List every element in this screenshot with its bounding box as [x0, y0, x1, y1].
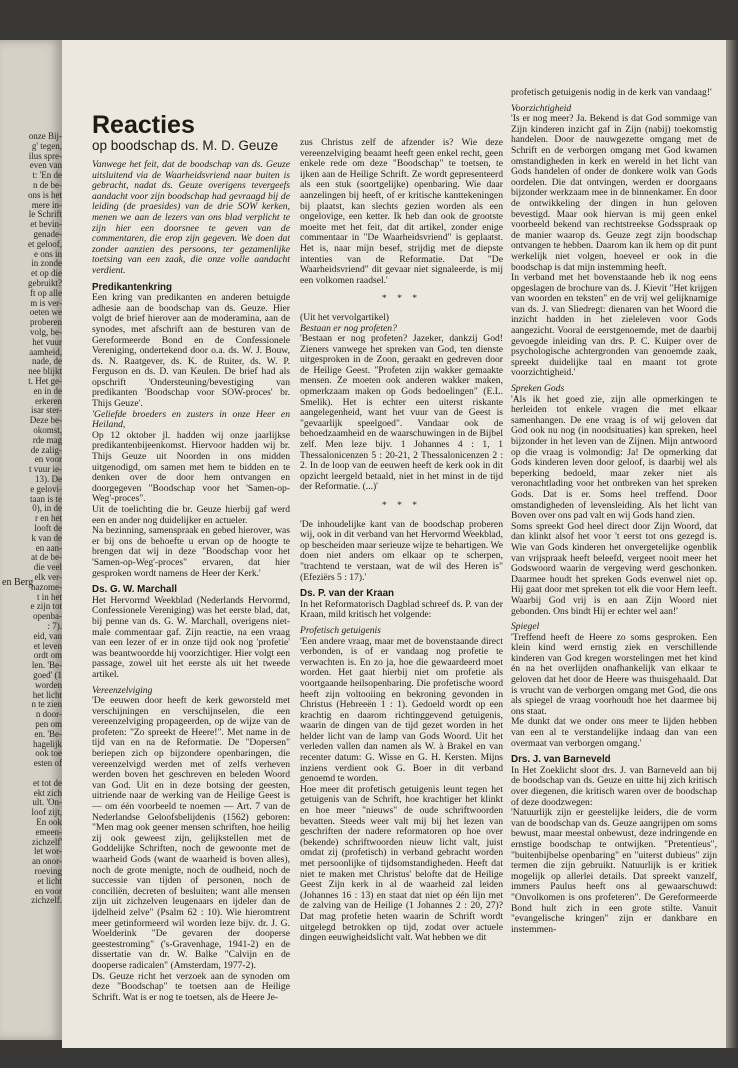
article-intro: Vanwege het feit, dat de boodschap van ds. Geuze uitsluitend via de Waarheidsvriend naar buiten is gebracht, nadat ds. Geuze overigens tevergeefs aandacht voor zijn boodschap had gevraagd bij de leiding (de praesides) van de drie SOW kerken, menen we aan de lezers van ons blad verplicht te zijn hier een doorsnee te geven van de commentaren, die erop zijn gegeven. We doen dat zonder aanzien des persoons, ter gezamenlijke toetsing van een zaak, die onze volle aandacht verdient.: [92, 159, 290, 276]
previous-page-line: 0), in de: [32, 503, 62, 514]
previous-page-line: nazome-: [31, 581, 62, 592]
previous-page-line: n door-: [35, 709, 62, 720]
previous-page-line: ons is het: [27, 189, 62, 200]
previous-page-line: n de be-: [33, 180, 62, 190]
paragraph: In het Reformatorisch Dagblad schreef ds. P. van der Kraan, mild kritisch het volgende:: [300, 598, 503, 621]
previous-page-line: ekt zich: [33, 787, 62, 798]
paragraph: Na bezinning, samenspraak en gebed hierover, was er bij ons de behoefte u ervan op de hoogte te brengen dat wij in deze "Boodschap voor het 'Samen-op-Weg'-proces" ervaren, dat hier gesproken wordt namens de Heer der Kerk.': [92, 525, 290, 579]
paragraph: Op 12 oktober jl. hadden wij onze jaarlijkse predikantenbijeenkomst. Hiervoor hadden wij br. Thijs Geuze uit Noorden in ons midden uitgenodigd, om samen met hem te bidden en te denken over de door hem ontvangen en doorgegeven "Boodschap voor het 'Samen-op-Weg'-proces".: [92, 429, 290, 505]
previous-page-line: en voor: [34, 454, 62, 465]
paragraph: 'Bestaan er nog profeten? Jazeker, dankzij God! Zieners vanwege het spreken van God, ten dienste uitgesproken in de Zoon, geraakt en gedreven door de Heilige Geest. "Profeten zijn wakker gemaakte mensen. Ze moeten ook anderen wakker maken, opmerkzaam maken op Gods bedoelingen" (E.L. Smelik). Het is echter een uiterst riskante aangelegenheid, want het vuur van de Geest is "gevaarlijk speelgoed". Vandaar ook de behoedzaamheid en de waarschuwingen in de Bijbel zelf. Men leze bijv. 1 Johannes 4 : 1, 1 Thessalonicenzen 5 : 20-21, 2 Thessalonicenzen 2 : 2. In de loop van de eeuwen heeft de kerk ook in dit opzicht leergeld betaald, niet in het minst in de tijd der Reformatie. (...)': [300, 333, 503, 493]
subheading: Voorzichtigheid: [511, 102, 572, 114]
article-subtitle: op boodschap ds. M. D. Geuze: [92, 138, 279, 153]
previous-page-line: let wor-: [33, 846, 62, 857]
previous-page-edge: [0, 40, 62, 1040]
subheading: Spreken Gods: [511, 383, 565, 395]
italic-line: Bestaan er nog profeten?: [300, 322, 397, 334]
column-3: [511, 88, 717, 935]
previous-page-line: het vuur: [32, 336, 62, 347]
previous-page-line: En ook: [36, 817, 62, 827]
paragraph: 'De inhoudelijke kant van de boodschap proberen wij, ook in dit verband van het Hervormd Weekblad, op bescheiden maar serieuze wijze te behartigen. We doen niet anders om elkaar op te scherpen, "trachtend te verstaan, wat de wil des Heren is" (Efeziërs 5 : 17).': [300, 518, 503, 583]
previous-page-line: erkeren: [35, 395, 62, 406]
previous-page-line: ook toe: [35, 748, 62, 759]
paragraph: 'Een andere vraag, maar met de bovenstaande direct verbonden, is of er vandaag nog profetie te verwachten is. En zo ja, hoe die gewaardeerd moet worden. Het gaat hierbij niet om profetie als voortgaande heilsopenbaring. Die profetische woord heeft zijn voltooiing en bekroning gevonden in Christus (Hebreeën 1 : 1). Gedoeld wordt op een krachtig en daarom richtinggevend getuigenis, waarin de dingen van de tijd gezet worden in het helder licht van de lamp van Gods Woord. Uit het verleden vallen dan namen als W. à Brakel en van recenter datum: G. Wisse en G. H. Kersten. Mijns inziens verdient ook G. Boer in dit verband genoemd te worden.: [300, 635, 503, 785]
previous-page-line: at de be-: [31, 552, 62, 563]
previous-page-line: even van: [29, 160, 62, 171]
paragraph: 'Treffend heeft de Heere zo soms gesproken. Een klein kind werd ernstig ziek en verschillende kinderen van God kregen worstelingen met het kind én na het overlijden onafhankelijk van elkaar te geloven dat het door de Heere was thuisgehaald. Dat is vrucht van de verborgen omgang met God, die ons als spiegel de vraag voorhoudt hoe het daarmee bij ons staat.: [511, 631, 717, 717]
previous-page-line: et leven: [33, 640, 62, 651]
paragraph: Hoe meer dit profetisch getuigenis leunt tegen het getuigenis van de Schrift, hoe krachtiger het klinkt en hoe meer "nieuws" de oude schriftwoorden bevatten. Steeds weer valt mij bij het lezen van geschriften der nadere reformatoren op hoe over (bekende) schriftwoorden nieuw licht valt, juist omdat zij (profetisch) in verband gebracht worden met persoonlijke of tijdsomstandigheden. Heeft dat niet te maken met Christus' belofte dat de Heilige Geest Zijn kerk in al de waarheid zal leiden (Johannes 16 : 13) en staat dat niet op één lijn met de zalving van de Heilige (1 Johannes 2 : 20, 27)? Dat mag profetie heten waarin de Schrift wordt uitgelegd betrokken op tijd, zodat over actuele dingen eeuwigheidslicht valt. Wat hebben we dit: [300, 783, 503, 944]
previous-page-line: in zonde: [31, 258, 62, 269]
previous-page-line: hagelijk: [33, 738, 62, 749]
previous-page-line: ilus spre-: [28, 150, 62, 161]
previous-page-line: roeving: [34, 866, 62, 876]
paragraph: profetisch getuigenis nodig in de kerk van vandaag!': [511, 87, 712, 98]
section-divider: * * *: [381, 293, 422, 305]
previous-page-line: ult. 'On-: [32, 797, 62, 808]
previous-page-line: isar ster-: [30, 405, 62, 416]
previous-page-line: en. 'Be-: [34, 728, 62, 739]
previous-page-line: rde mag: [32, 434, 62, 445]
previous-page-line: 13). De: [35, 474, 62, 484]
previous-page-line: mere in-: [31, 199, 62, 210]
previous-page-line: m is ver-: [30, 297, 62, 308]
column-1: [92, 112, 290, 1003]
previous-page-line: et licht: [37, 875, 62, 886]
previous-page-footer: en Berg: [2, 577, 34, 588]
paragraph: Het Hervormd Weekblad (Nederlands Hervormd, Confessionele Vereniging) was het eerste blad, dat, bij penne van ds. G. W. Marchall, overigens niet-male commentaar gaf. Zijn reactie, na een vraag van een lezer of er in onze tijd ook nog 'profetie' was beantwoordde hij voorzichtiger. Hier volgt een passage, zowel uit het eerste als uit het tweede artikel.: [92, 594, 290, 680]
previous-page-line: e zijn tot: [30, 601, 62, 612]
article-title: Reacties: [92, 111, 195, 139]
page-shadow: [726, 40, 738, 1048]
previous-page-line: emeen-: [35, 826, 62, 837]
previous-page-line: ordt om: [33, 650, 62, 661]
paragraph: 'Als ik het goed zie, zijn alle opmerkingen te herleiden tot enkele vragen die met elkaar samenhangen. De ene vraag is of wij geloven dat God ook nu nog (in noodsituaties) kan spreken, heel bijzonder in het leven van de Zijnen. Mijn antwoord op die vraag is volmondig: Ja! De opmerking dat Gods kinderen leven door geloof, is daarbij wel als beperking bedoeld, maar zeker niet als veronachtlading voor het ontbreken van het spreken Gods. Dat is er. Soms heel treffend. Door omstandigheden of levensleiding. Als het licht van Boven over ons pad valt en wij Gods hand zien.: [511, 393, 717, 522]
subheading: Vereenzelviging: [92, 684, 153, 696]
previous-page-line: aamheid,: [29, 346, 62, 357]
section-heading: Predikantenkring: [92, 281, 173, 293]
section-heading: Ds. P. van der Kraan: [300, 588, 395, 600]
previous-page-line: et op die: [31, 268, 62, 279]
previous-page-line: looft de: [34, 523, 62, 533]
previous-page-line: ft op alle: [30, 287, 62, 298]
previous-page-line: onze Bij-: [28, 131, 62, 141]
previous-page-line: okomst,: [33, 425, 62, 435]
previous-page-line: en voor: [34, 885, 62, 896]
previous-page-line: volg, be-: [30, 327, 62, 337]
previous-page-line: len. 'Be-: [31, 660, 62, 671]
previous-page-line: elk ver-: [34, 572, 62, 582]
previous-page-line: nade, de: [32, 356, 62, 367]
paragraph: In Het Zoeklicht sloot drs. J. van Barneveld aan bij de boodschap van ds. Geuze en uitte hij zich kritisch over diegenen, die kritisch waren over de boodschap of deze doodzwegen:: [511, 764, 717, 808]
article-page: [62, 40, 730, 1048]
previous-page-line: t: 'En de: [32, 170, 62, 181]
previous-page-line: r en het: [35, 513, 62, 524]
previous-page-line: gebruikt?: [28, 278, 62, 288]
section-heading: Ds. G. W. Marchall: [92, 584, 177, 596]
paragraph: 'Is er nog meer? Ja. Bekend is dat God sommige van Zijn kinderen inzicht gaf in Zijn (nabij) toekomstig handelen. Door de nauwgezette omgang met de Schrift en de verborgen omgang met God kwamen omstandigheden in kerk en wereld in het licht van Gods handelen of onder de donkere wolk van Gods oordelen. Die dat ontvingen, werden er doorgaans bijzonder werkzaam mee in de binnenkamer. En door de ontwikkeling der dingen in hun geloven bevestigd. Maar ook hiervan is mij geen enkel voorbeeld bekend van rechtstreekse Godsspraak op de manier waarop ds. Geuze zegt zijn boodschap ontvangen te hebben. Daarom kan ik hem op dit punt werkelijk niet volgen, hoeveel er ook in die boodschap is dat mijn instemming heeft.: [511, 113, 717, 273]
previous-page-line: : 7).: [47, 621, 62, 631]
previous-page-line: het licht: [32, 689, 62, 700]
subheading: Spiegel: [511, 621, 540, 633]
previous-page-line: die veel: [33, 562, 62, 573]
paragraph: Een kring van predikanten en anderen betuigde adhesie aan de boodschap van ds. Geuze. Hier volgt de brief hierover aan de moderamina, aan de synodes, met afschrift aan de besturen van de Gereformeerde Bond en de Confessionele Vereniging, ondertekend door o.a. ds. W. J. Bouw, ds. N. Raatgever, ds. K. de Ruiter, ds. W. P. Ferguson en ds. D. van Keulen. De brief had als opschrift 'Ondersteuning/bevestiging van predikanten 'Boodschap voor SOW-proces' br. Thijs Geuze'.: [92, 292, 290, 410]
previous-page-line: g' tegen,: [31, 140, 62, 151]
previous-page-line: Deze be-: [29, 415, 62, 426]
previous-page-line: e gelovi-: [30, 483, 62, 494]
previous-page-line: eid, van: [33, 630, 62, 641]
subheading: Profetisch getuigenis: [300, 624, 381, 636]
previous-page-line: n te zien: [31, 699, 62, 710]
paragraph: zus Christus zelf de afzender is? Wie deze vereenzelviging beaamt heeft geen enkel recht, geen enkele rede om deze "Boodschap" te toetsen, te ijken aan de Heilige Schrift. Ze wordt gepresenteerd als een stuk (soortgelijke) openbaring. Wie daar aanzelingen bij heeft, of er kritische kanttekeningen bij plaatst, kan slechts gezien worden als een ongelovige, een ketter. Ik heb dan ook de grootste moeite met het feit, dat dit artikel, zonder enige commentaar in "De Waarheidsvriend" is geplaatst. Het is, naar mijn besef, strijdig met de diepste intenties van de Reformatie. Dat "De Waarheidsvriend" dit gevaar niet signaleerde, is mij een volkomen raadsel.': [300, 137, 503, 286]
previous-page-line: pen om: [35, 719, 62, 729]
previous-page-line: nee blijkt: [28, 366, 62, 377]
previous-page-line: oeten we: [29, 307, 62, 318]
previous-page-line: worden: [35, 679, 62, 690]
paragraph: Me dunkt dat we onder ons meer te lijden hebben van een al te verstandelijke indaag dan van een overmaat van verborgen omgang.': [511, 716, 717, 749]
previous-page-line: le Schrift: [28, 209, 62, 220]
section-heading: Drs. J. van Barneveld: [511, 754, 611, 766]
previous-page-line: esten of: [33, 758, 62, 769]
paragraph: (Uit het vervolgartikel): [300, 311, 389, 323]
previous-page-line: de zalig-: [30, 444, 62, 455]
previous-page-line: e ons in: [34, 248, 62, 259]
previous-page-line: t in het: [37, 591, 62, 602]
italic-line: 'Geliefde broeders en zusters in onze Heer en Heiland,: [92, 408, 290, 431]
previous-page-line: k van de: [31, 532, 62, 543]
previous-page-line: proberen: [30, 317, 62, 328]
column-2: [300, 138, 503, 944]
previous-page-line: en aan-: [35, 542, 62, 553]
paragraph: Ds. Geuze richt het verzoek aan de synoden om deze "Boodschap" te toetsen aan de Heilige Schrift. Wat is er nog te toetsen, als de Heere Je-: [92, 970, 290, 1003]
previous-page-line: zichzelf': [31, 836, 62, 847]
previous-page-line: et tot de: [33, 777, 62, 788]
previous-page-line: en in de: [33, 385, 62, 396]
previous-page-line: an onor-: [31, 856, 62, 867]
previous-page-line: openba-: [33, 611, 62, 622]
previous-page-line: goed' (1: [33, 670, 62, 680]
section-divider: * * *: [381, 500, 422, 511]
paragraph: 'De eeuwen door heeft de kerk geworsteld met verschijningen en verschijnselen, die een vereenzelviging propageerden, op de wijze van de profeten: "Zo spreekt de Heere!". Met name in de tijd van en na de Reformatie. De "Dopersen" beriepen zich op bijzondere openbaringen, die vereenzelvigd werden met of zelfs verheven werden boven het geschreven en beleden Woord van God. Uit en in deze botsing der geesten, uitriende naar de werking van de Heilige Geest is — om één voorbeeld te noemen — Art. 7 van de Nederlandse Geloofsbelijdenis (1562) geboren: "Men mag ook geener mensen schriften, hoe heilig zij ook geweest zijn, gelijkstellen met de Goddelijke Schriften, noch de gewoonte met de waarheid Gods (want de waarheid is boven alles), noch de grote menigte, noch de oudheid, noch de successie van tijden of personen, noch de conciliën, decreten of besluiten; want alle mensen zijn uit zichzelven leugenaars en ijdeler dan de ijdelheid zelve" (Psalm 62 : 10). Wie hieromtrent meer getinformeerd wil worden leze bijv. dr. J. G. Woelderink "De gevaren der dooperse geestestroming" ('s-Gravenhage, 1941-2) en de dissertatie van dr. W. Balke "Calvijn en de dooperse radicalen" (Amsterdam, 1977-2).: [92, 695, 290, 971]
paragraph: In verband met het bovenstaande heb ik nog eens opgeslagen de brochure van ds. J. Kievit "Het krijgen van woorden en teksten" en de vrij wel gelijknamige van ds. J. van Sliedregt: dienaren van het Woord die inzicht hadden in het zieleleven voor Gods aangezicht. Vooral de eerstgenoemde, met de daarbij gevoegde inleiding van drs. P. C. Kuiper over de psychologische achtergronden van genoemde zaak, spreekt duidelijke taal en maant tot grote voorzichtigheid.': [511, 272, 717, 379]
paragraph: 'Natuurlijk zijn er geestelijke leiders, die de vorm van de boodschap van ds. Geuze aangrijpen om soms bewust, maar meestal onbewust, deze indringende en ernstige boodschap te ontwijken. "Pretentieus", "buitenbijbelse openbaring" en "uiterst dubieus" zijn termen die zijn gebruikt. Natuurlijk is er kritiek mogelijk op allerlei details. Dat spreekt vanzelf, immers Paulus heeft ons al gewaarschuwd: "Onvolkomen is ons profeteren". De Gereformeerde Bond hult zich in een grote stilte. Vanuit "evangelische kringen" zijn er dankbare en instemmen-: [511, 807, 717, 935]
previous-page-line: et bevin-: [30, 219, 62, 230]
previous-page-line: t vuur ie-: [29, 464, 62, 475]
previous-page-line: loof zijt,: [31, 807, 62, 818]
previous-page-line: et geloof,: [28, 238, 62, 249]
paragraph: Uit de toelichting die br. Geuze hierbij gaf werd een en ander nog duidelijker en actueler.: [92, 504, 290, 526]
previous-page-line: taan is te: [30, 493, 62, 504]
previous-page-line: zichzelf.: [31, 895, 62, 906]
previous-page-line: t. Het ge-: [28, 376, 62, 386]
previous-page-line: genade-: [33, 229, 62, 239]
paragraph: Soms spreekt God heel direct door Zijn Woord, dat dan klinkt alsof het voor 't eerst tot ons gezegd is. Wie van Gods kinderen het onvergetelijke ogenblik van vrijspraak heeft beleefd, vergeet nooit meer het Godswoord waarin de vergeving werd geschonken. Daarmee houdt het spreken Gods evenwel niet op. Hij gaat door met spreken tot elk die voor Hem leeft. Waarbij God vrij is en aan Zijn Woord niet gebonden. Ons bindt Hij er echter wel aan!': [511, 520, 717, 617]
